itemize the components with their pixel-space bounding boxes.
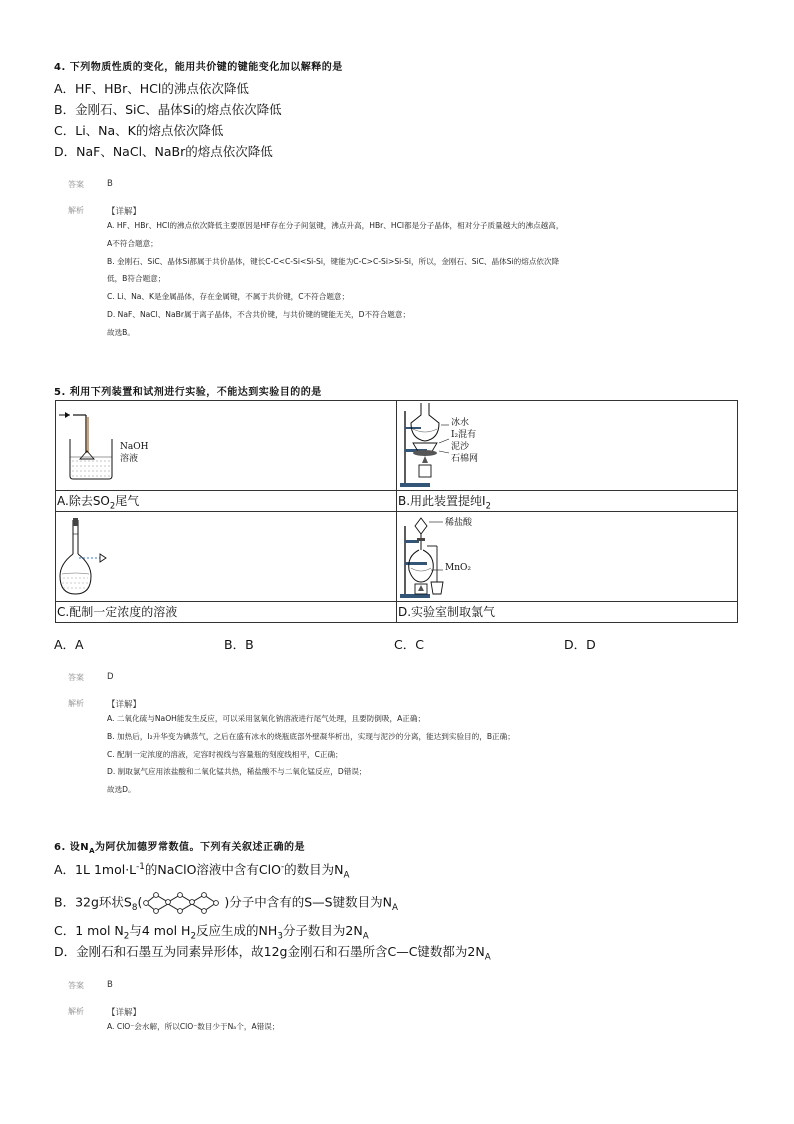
q4-analysis-label: 解析 (68, 206, 84, 215)
mno2-label: MnO₂ (445, 563, 471, 573)
ice-water-label: 冰水 (451, 418, 470, 428)
q6a-text1: A．1L 1mol·L (54, 862, 137, 877)
q6-title-text-end: 为阿伏加德罗常数值。下列有关叙述正确的是 (95, 842, 306, 853)
q4-answer-label: 答案 (68, 180, 84, 189)
q5-detail-line: D. 制取氯气应用浓盐酸和二氧化锰共热，稀盐酸不与二氧化锰反应，D错误； (107, 767, 367, 777)
q4-title: 4. 下列物质性质的变化，能用共价键的键能变化加以解释的是 (54, 62, 343, 73)
q5-caption-b (397, 490, 737, 511)
caption-a-text: A.除去SO (57, 494, 110, 508)
q6-title (54, 838, 305, 855)
q6d-text1: D．金刚石和石墨互为同素异形体，故12g金刚石和石墨所含C—C键数都为2N (54, 944, 485, 959)
q6c-sub3: 3 (277, 931, 283, 942)
q5-detail-line: 故选D。 (107, 785, 136, 795)
q6-option-d (54, 942, 491, 963)
q5-figure-a (56, 401, 396, 490)
q6-answer: B (107, 980, 113, 990)
q5-cell-a (56, 401, 397, 512)
q6c-sub2: 2 (190, 931, 197, 942)
q6-analysis-label: 解析 (68, 1007, 84, 1016)
q6-detail-header: 【详解】 (107, 1008, 142, 1018)
volumetric-flask (56, 512, 396, 601)
q6b-sub2: A (391, 903, 398, 913)
q5-choice-a: A．A (54, 637, 84, 652)
naoh-label (120, 441, 148, 465)
s8-ring-structure (142, 890, 224, 916)
q4-detail-line: A不符合题意； (107, 238, 158, 248)
q6b-sub1: 8 (131, 903, 138, 913)
naoh-label-line1: NaOH (120, 442, 149, 452)
q4-detail (107, 217, 747, 342)
asbestos-net-label: 石棉网 (451, 454, 479, 464)
dilute-hcl-label: 稀盐酸 (445, 518, 473, 528)
sublimation-labels (451, 417, 478, 465)
q5-caption-a (56, 490, 396, 511)
q4-detail-line: B. 金刚石、SiC、晶体Si都属于共价晶体，键长C-C<C-Si<Si-Si，键能为C-C>C-Si>Si-Si，所以，金刚石、SiC、晶体Si的熔点依次降 (107, 256, 560, 266)
q6c-text4: 分子数目为2N (282, 923, 363, 938)
q6-detail (107, 1018, 747, 1036)
q6a-text2: 的NaClO溶液中含有ClO (144, 862, 281, 877)
q5-answer: D (107, 672, 114, 682)
q5-analysis-label: 解析 (68, 699, 84, 708)
q6c-text3: 反应生成的NH (196, 923, 278, 938)
gas-absorption-apparatus (56, 401, 396, 490)
q5-cell-c (56, 512, 397, 623)
q6-option-a (54, 860, 350, 881)
q4-detail-line: A. HF、HBr、HCl的沸点依次降低主要原因是HF存在分子间氢键，沸点升高，HBr、HCl都是分子晶体，相对分子质量越大的沸点越高， (107, 221, 564, 230)
q4-detail-line: D. NaF、NaCl、NaBr属于离子晶体，不含共价键，与共价键的键能无关，D不符合题意； (107, 309, 411, 319)
q4-detail-line: 故选B。 (107, 327, 135, 337)
q4-detail-header: 【详解】 (107, 207, 142, 217)
q4-option-c: C．Li、Na、K的熔点依次降低 (54, 123, 224, 138)
sand-label: 泥沙 (451, 442, 470, 452)
sublimation-apparatus (397, 401, 737, 490)
q5-figure-c (56, 512, 396, 601)
q6c-sub4: A (362, 931, 369, 942)
q6b-text1: B．32g环状S (54, 894, 132, 910)
q6-detail-line: A. ClO⁻会水解，所以ClO⁻数目少于Nₐ个，A错误； (107, 1022, 280, 1031)
q4-option-a: A．HF、HBr、HCl的沸点依次降低 (54, 81, 249, 96)
q4-detail-line: 低，B符合题意； (107, 274, 166, 284)
q4-detail-line: C. Li、Na、K是金属晶体，存在金属键，不属于共价键，C不符合题意； (107, 292, 350, 302)
q4-option-d: D．NaF、NaCl、NaBr的熔点依次降低 (54, 144, 273, 159)
caption-b-text: B.用此装置提纯I (398, 494, 486, 508)
q6-title-sub: A (89, 847, 96, 855)
q5-choice-d: D．D (564, 637, 596, 652)
q5-caption-d: D.实验室制取氯气 (397, 601, 737, 622)
q5-figure-d (397, 512, 737, 601)
q6-answer-label: 答案 (68, 981, 84, 990)
q5-detail-line: A. 二氧化硫与NaOH能发生反应，可以采用氢氧化钠溶液进行尾气处理，且要防倒吸，A正确； (107, 714, 426, 723)
q6c-text1: C．1 mol N (54, 923, 124, 938)
q6c-text2: 与4 mol H (129, 923, 191, 938)
q5-apparatus-table (55, 400, 738, 623)
q5-detail-line: B. 加热后，I₂升华变为碘蒸气，之后在盛有冰水的烧瓶底部外壁凝华析出，实现与泥沙的分离，能达到实验目的，B正确； (107, 731, 515, 741)
q4-option-b: B．金刚石、SiC、晶体Si的熔点依次降低 (54, 102, 282, 117)
q6b-text3: )分子中含有的S—S键数目为N (224, 894, 392, 910)
caption-a-text-end: 尾气 (115, 494, 140, 508)
q5-detail-header: 【详解】 (107, 700, 142, 710)
caption-a-sub: 2 (109, 500, 116, 511)
q5-detail (107, 710, 747, 799)
q6a-text3: 的数目为N (284, 862, 344, 877)
q6a-sup1: -1 (136, 861, 145, 872)
q5-cell-d (397, 512, 738, 623)
iodine-label: I₂混有 (451, 430, 477, 440)
q6d-sub: A (484, 952, 491, 963)
q5-caption-c: C.配制一定浓度的溶液 (56, 601, 396, 622)
q5-choice-b: B．B (224, 637, 254, 652)
q6a-sup2: - (280, 861, 285, 872)
q6a-sub: A (343, 870, 350, 881)
q6c-sub1: 2 (123, 931, 130, 942)
q5-figure-b (397, 401, 737, 490)
naoh-label-line2: 溶液 (120, 454, 139, 464)
q4-answer: B (107, 179, 113, 189)
caption-b-sub: 2 (485, 500, 491, 511)
q5-cell-b (397, 401, 738, 512)
q5-title: 5. 利用下列装置和试剂进行实验，不能达到实验目的的是 (54, 387, 322, 398)
q5-answer-label: 答案 (68, 673, 84, 682)
q5-detail-line: C. 配制一定浓度的溶液，定容时视线与容量瓶的刻度线相平，C正确； (107, 749, 343, 759)
q6b-text2: ( (137, 894, 143, 910)
q6-option-b (54, 890, 398, 916)
q6-option-c (54, 921, 369, 942)
q6-title-text: 6. 设N (54, 842, 90, 853)
q5-choice-c: C．C (394, 637, 424, 652)
